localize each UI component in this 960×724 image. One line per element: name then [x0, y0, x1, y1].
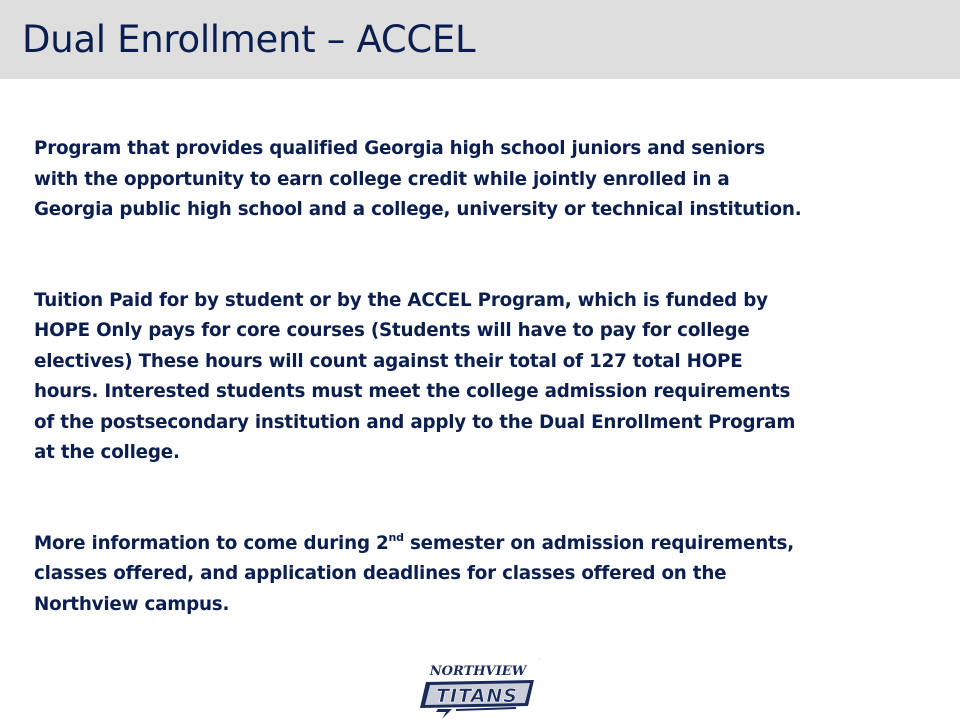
text-line: electives) These hours will count against their total of 127 total HOPE: [34, 350, 743, 372]
text-line: Georgia public high school and a college, university or technical institution.: [34, 199, 802, 220]
logo-main-text: TITANS: [436, 685, 518, 707]
text-line: hours. Interested students must meet the college admission requirements: [34, 381, 791, 402]
text-line: Northview campus.: [34, 593, 230, 615]
paragraph-more-information: [34, 529, 946, 621]
logo-top-text: NORTHVIEW: [429, 664, 527, 679]
text-line: at the college.: [34, 442, 180, 463]
slide-title: Dual Enrollment – ACCEL: [22, 18, 476, 61]
text-line: [34, 529, 946, 560]
titans-logo-icon: [416, 660, 540, 720]
ordinal-superscript: nd: [388, 530, 404, 544]
paragraph-tuition: [34, 286, 946, 469]
text-line: Tuition Paid for by student or by the ACCEL Program, which is funded by: [34, 289, 768, 311]
text-line: of the postsecondary institution and apply to the Dual Enrollment Program: [34, 411, 796, 433]
slide-content: [34, 134, 946, 620]
text-line: classes offered, and application deadlines for classes offered on the: [34, 563, 727, 584]
northview-titans-logo: [416, 660, 540, 720]
text-fragment: More information to come during 2: [34, 532, 389, 554]
title-bar: [0, 0, 960, 79]
text-line: with the opportunity to earn college credit while jointly enrolled in a: [34, 168, 730, 190]
text-line: Program that provides qualified Georgia high school juniors and seniors: [34, 138, 765, 159]
text-line: HOPE Only pays for core courses (Students will have to pay for college: [34, 320, 750, 341]
text-fragment: semester on admission requirements,: [403, 532, 794, 554]
paragraph-program-description: [34, 134, 946, 226]
